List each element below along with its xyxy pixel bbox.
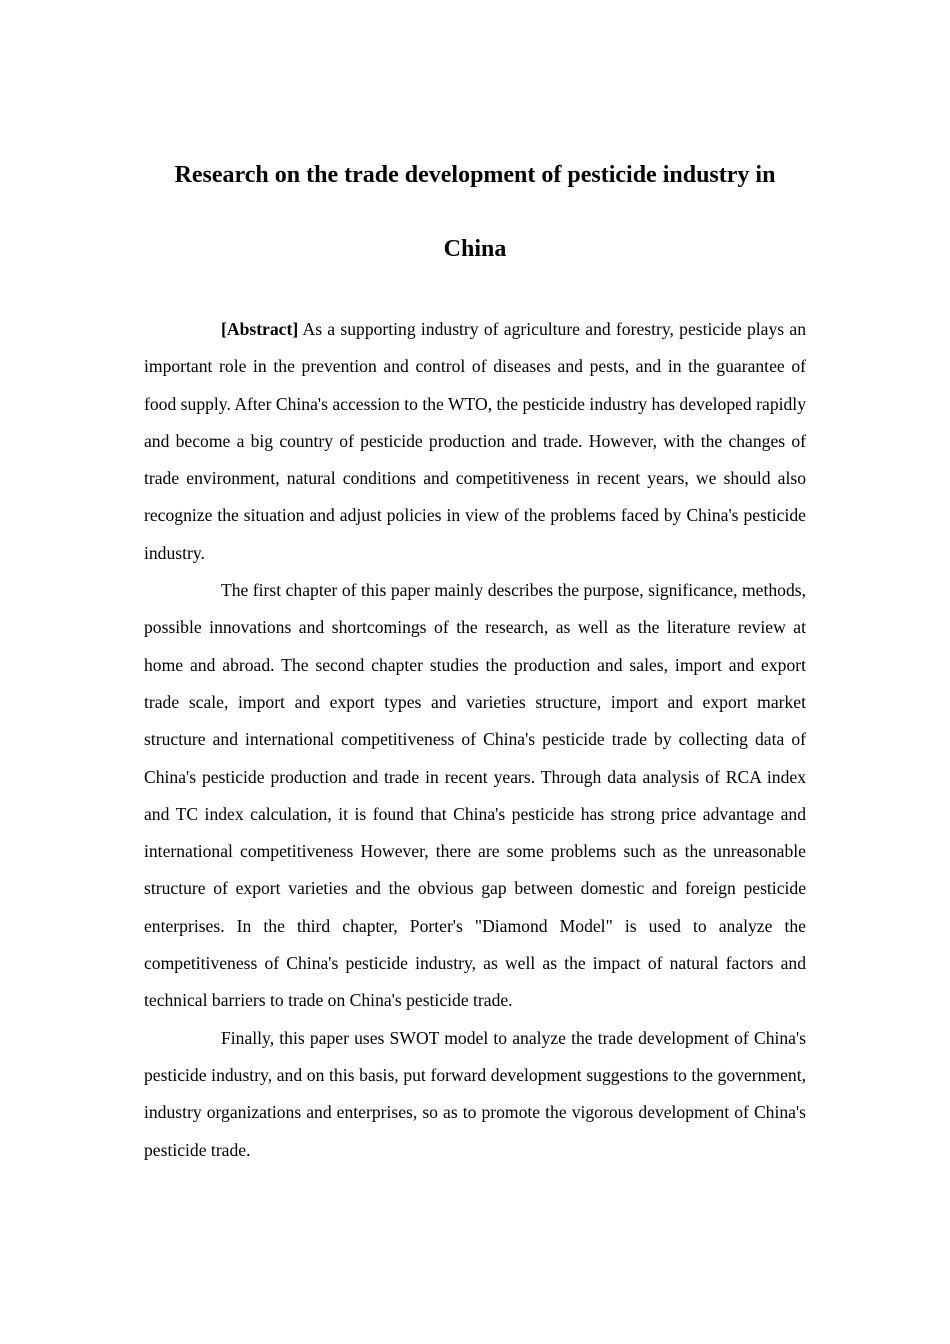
abstract-paragraph-1-text: As a supporting industry of agriculture and forestry, pesticide plays an important role in the prevention and control of diseases and pests, and in the guarantee of food supply. After China's accession to the WTO, the pesticide industry has developed rapidly and become a big country of pesticide production and trade. However, with the changes of trade environment, natural conditions and competitiveness in recent years, we should also recognize the situation and adjust policies in view of the problems faced by China's pesticide industry. — [144, 319, 806, 563]
abstract-paragraph-3: Finally, this paper uses SWOT model to analyze the trade development of China's pesticide industry, and on this basis, put forward development suggestions to the government, industry organizations and enterprises, so as to promote the vigorous development of China's pesticide trade. — [144, 1027, 806, 1160]
document-title-line-2: China — [443, 236, 507, 262]
document-title-line-1: Research on the trade development of pesticide industry in — [174, 162, 776, 188]
abstract-paragraph-2: The first chapter of this paper mainly describes the purpose, significance, methods, possible innovations and shortcomings of the research, as well as the literature review at home and abroad. The second chapter studies the production and sales, import and export trade scale, import and export types and varieties structure, import and export market structure and international competitiveness of China's pesticide trade by collecting data of China's pesticide production and trade in recent years. Through data analysis of RCA index and TC index calculation, it is found that China's pesticide has strong price advantage and international competitiveness However, there are some problems such as the unreasonable structure of export varieties and the obvious gap between domestic and foreign pesticide enterprises. In the third chapter, Porter's "Diamond Model" is used to analyze the competitiveness of China's pesticide industry, as well as the impact of natural factors and technical barriers to trade on China's pesticide trade. — [144, 580, 806, 1011]
abstract-paragraph-1 — [144, 311, 806, 572]
abstract-body — [144, 311, 806, 1169]
abstract-label: [Abstract] — [221, 319, 299, 339]
